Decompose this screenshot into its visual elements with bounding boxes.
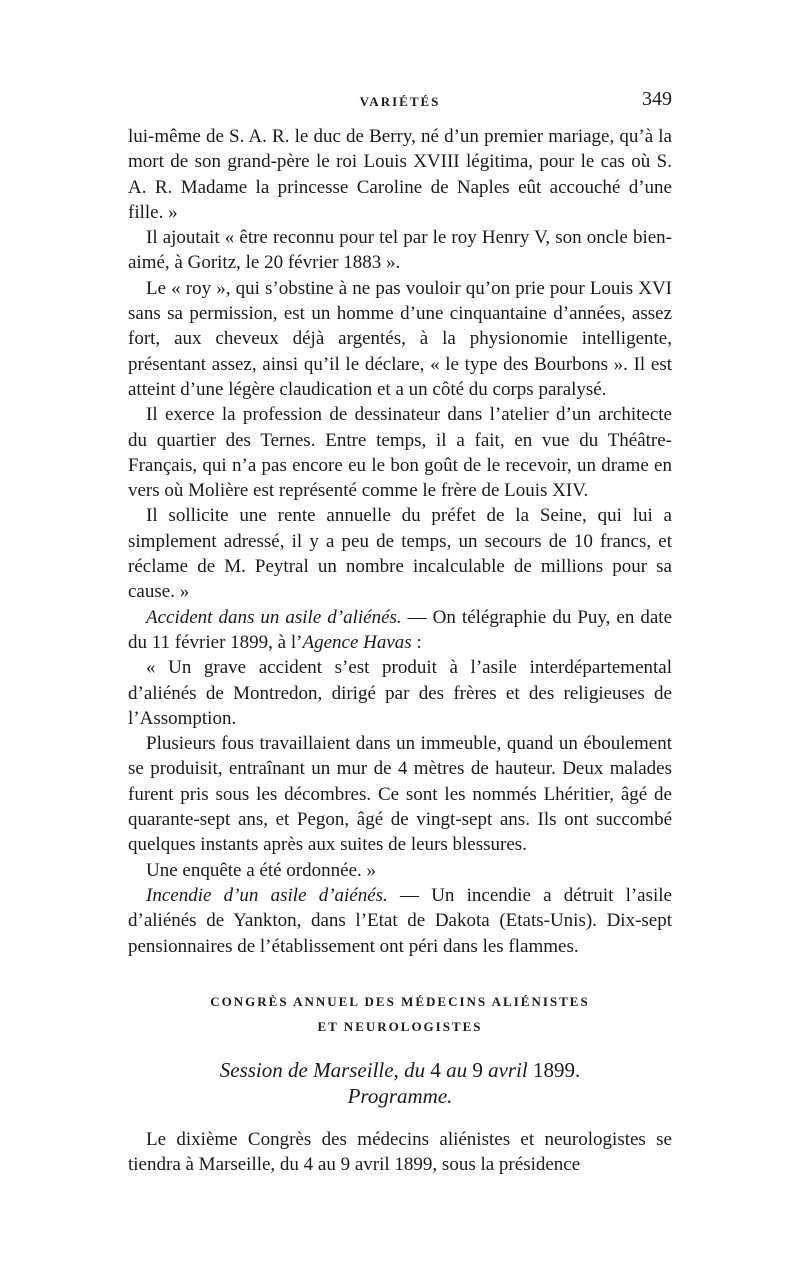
paragraph-henry-v: Il ajoutait « être reconnu pour tel par le roy Henry V, son oncle bien-aimé, à Goritz, le 20 février 1883 ». xyxy=(128,227,672,274)
accident-colon: : xyxy=(411,631,422,653)
paragraph-accident-2: Plusieurs fous travaillaient dans un immeuble, quand un éboulement se produisit, entraînant un mur de 4 mètres de hauteur. Deux malades furent pris sous les décombres. Ce sont les nommés Lhéritier, âgé de quarante-sept ans, et Pegon, âgé de vingt-sept ans. Ils ont succombé quelques instants après aux suites de leurs blessures. xyxy=(128,733,672,856)
session-du: du xyxy=(398,1057,431,1082)
paragraph-accident-1: « Un grave accident s’est produit à l’asile interdépartemental d’aliénés de Montredon, dirigé par des frères et des religieuses de l’Assomption. xyxy=(128,657,672,729)
paragraph-incendie xyxy=(128,883,672,959)
session-year: 1899. xyxy=(532,1057,581,1082)
running-head-title: VARIÉTÉS xyxy=(359,94,441,109)
section-heading-line-2: ET NEUROLOGISTES xyxy=(317,1018,483,1034)
session-day-end: 9 xyxy=(472,1057,483,1082)
paragraph-accident-3: Une enquête a été ordonnée. » xyxy=(146,859,377,881)
session-place: Session de Marseille, xyxy=(219,1057,399,1082)
paragraph-rente: Il sollicite une rente annuelle du préfet de la Seine, qui lui a simplement adressé, il y a peu de temps, un secours de 10 francs, et réclame de M. Peytral un nombre incalculable de millions pour sa cause. » xyxy=(128,505,672,603)
session-day-start: 4 xyxy=(430,1057,441,1082)
accident-lead: Accident dans un asile d’aliénés. xyxy=(146,606,402,628)
session-month: avril xyxy=(482,1057,533,1082)
running-head xyxy=(128,88,672,114)
book-page xyxy=(128,88,672,1248)
accident-dash-text: — On télégraphie du Puy, en date du 11 février 1899, à l’ xyxy=(128,606,672,653)
page-number: 349 xyxy=(642,88,672,110)
paragraph-roy-description: Le « roy », qui s’obstine à ne pas vouloir qu’on prie pour Louis XVI sans sa permission, est un homme d’une cinquantaine d’années, assez fort, aux cheveux déjà argentés, à la physionomie intelligente, présentant assez, ainsi qu’il le déclare, « le type des Bourbons ». Il est atteint d’une légère claudication et a un côté du corps paralysé. xyxy=(128,277,672,400)
session-au: au xyxy=(440,1057,473,1082)
session-line xyxy=(128,1057,672,1083)
incendie-text: — Un incendie a détruit l’asile d’aliénés de Yankton, dans l’Etat de Dakota (Etats-Unis). Dix-sept pensionnaires de l’établissement ont péri dans les flammes. xyxy=(128,884,672,957)
agency-name: Agence Havas xyxy=(302,631,412,653)
programme-heading: Programme. xyxy=(347,1083,453,1108)
paragraph-congres: Le dixième Congrès des médecins aliénistes et neurologistes se tiendra à Marseille, du 4 au 9 avril 1899, sous la présidence xyxy=(128,1128,672,1176)
paragraph-profession: Il exerce la profession de dessinateur dans l’atelier d’un architecte du quartier des Ternes. Entre temps, il a fait, en vue du Théâtre-Français, qui n’a pas encore eu le bon goût de le recevoir, un drame en vers où Molière est représenté comme le frère de Louis XIV. xyxy=(128,404,672,502)
incendie-lead: Incendie d’un asile d’aiénés. xyxy=(146,884,388,906)
section-heading-line-1: CONGRÈS ANNUEL DES MÉDECINS ALIÉNISTES xyxy=(210,993,590,1009)
paragraph-accident-intro xyxy=(128,605,672,656)
paragraph-continuation: lui-même de S. A. R. le duc de Berry, né d’un premier mariage, qu’à la mort de son grand-père le roi Louis XVIII légitima, pour le cas où S. A. R. Madame la princesse Caroline de Naples eût accouché d’une fille. » xyxy=(128,126,672,223)
section-heading xyxy=(128,989,672,1039)
